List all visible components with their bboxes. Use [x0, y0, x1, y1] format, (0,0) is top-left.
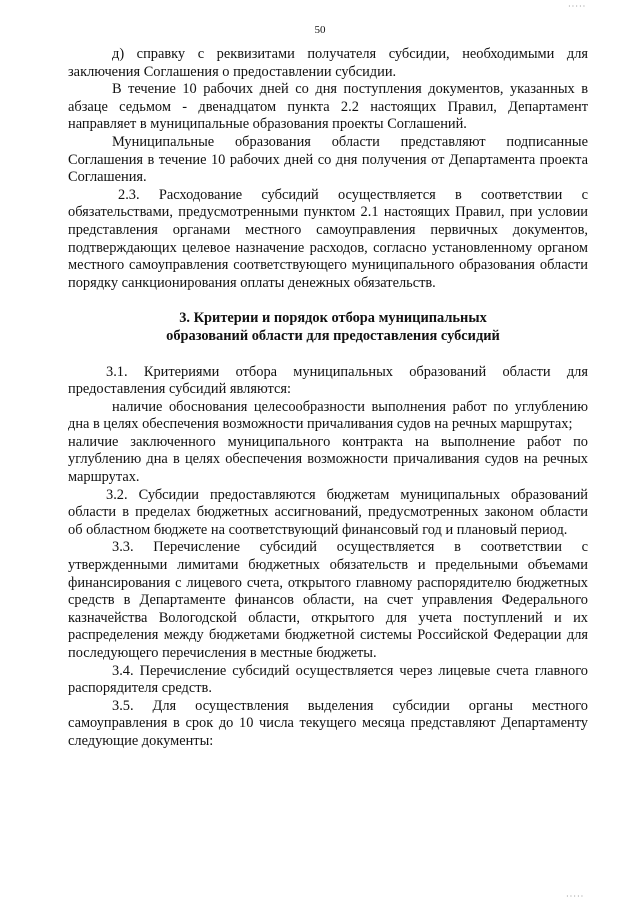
document-body [68, 46, 588, 751]
section-3-heading-line1: 3. Критерии и порядок отбора муниципальных [179, 310, 487, 327]
section-3-heading [68, 310, 588, 345]
paragraph-10-days-projects: В течение 10 рабочих дней со дня поступления документов, указанных в абзаце седьмом - двенадцатом пункта 2.2 настоящих Правил, Департамент направляет в муниципальные образования проекты Соглашений. [68, 81, 588, 133]
paragraph-3-1: 3.1. Критериями отбора муниципальных образований области для предоставления субсидий являются: [68, 363, 588, 398]
scan-artifact-bottom: ····· [566, 892, 585, 901]
paragraph-signed-agreements: Муниципальные образования области представляют подписанные Соглашения в течение 10 рабочих дней со дня получения от Департамента проекта Соглашения. [68, 133, 588, 186]
paragraph-2-3: 2.3. Расходование субсидий осуществляется в соответствии с обязательствами, предусмотренными пунктом 2.1 настоящих Правил, при условии представления органами местного самоуправления первичных документов, подтверждающих целевое назначение расходов, согласно установленному органом местного самоуправления соответствующего муниципального образования области порядку санкционирования оплаты денежных обязательств. [68, 186, 588, 291]
paragraph-3-5: 3.5. Для осуществления выделения субсидии органы местного самоуправления в срок до 10 числа текущего месяца представляют Департаменту следующие документы: [68, 697, 588, 749]
criterion-justification: наличие обоснования целесообразности выполнения работ по углублению дна в целях обеспечения возможности причаливания судов на речных маршрутах; [68, 398, 588, 433]
scan-artifact-top: ····· [568, 2, 587, 11]
criterion-contract: наличие заключенного муниципального контракта на выполнение работ по углублению дна в целях обеспечения возможности причаливания судов на речных маршрутах. [68, 433, 588, 486]
paragraph-3-4: 3.4. Перечисление субсидий осуществляется через лицевые счета главного распорядителя средств. [68, 662, 588, 697]
paragraph-3-2: 3.2. Субсидии предоставляются бюджетам муниципальных образований области в пределах бюджетных ассигнований, предусмотренных законом области об областном бюджете на соответствующий финансовый год и плановый период. [68, 486, 588, 538]
paragraph-3-3: 3.3. Перечисление субсидий осуществляется в соответствии с утвержденными лимитами бюджетных обязательств и предельными объемами финансирования с лицевого счета, открытого главному распорядителю бюджетных средств в Департаменте финансов области, на счет управления Федерального казначейства Вологодской области, открытого для учета поступлений и их распределения между бюджетами бюджетной системы Российской Федерации для последующего перечисления в местные бюджеты. [68, 539, 588, 661]
page-number: 50 [314, 24, 326, 36]
section-3-heading-line2: образований области для предоставления субсидий [166, 327, 500, 344]
paragraph-d-spravka: д) справку с реквизитами получателя субсидии, необходимыми для заключения Соглашения о предоставлении субсидии. [68, 46, 588, 80]
